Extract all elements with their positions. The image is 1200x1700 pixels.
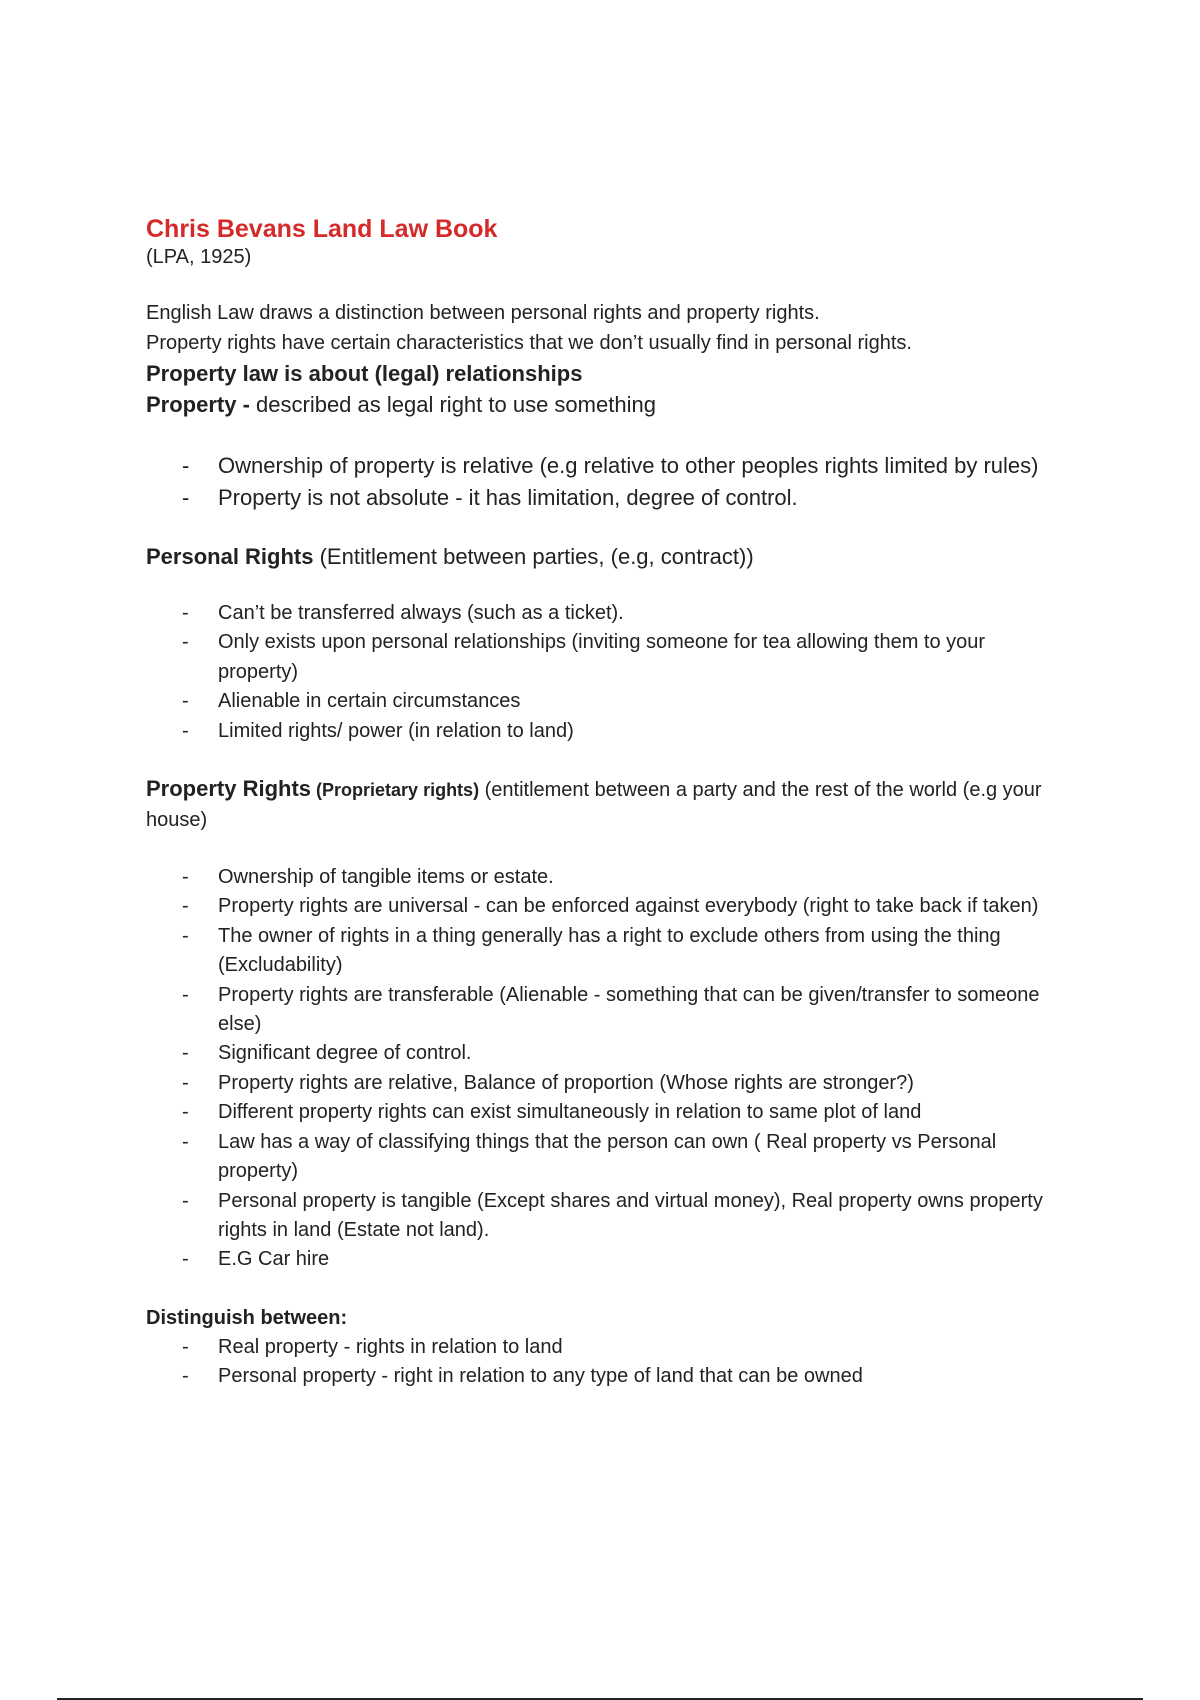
list-item: - Personal property - right in relation to any type of land that can be owned (218, 1362, 1066, 1391)
list-item: - Law has a way of classifying things that the person can own ( Real property vs Personal property) (218, 1128, 1066, 1187)
property-term: Property - (146, 392, 257, 417)
list-item: - The owner of rights in a thing generally has a right to exclude others from using the thing (Excludability) (218, 922, 1066, 981)
list-item: - Ownership of property is relative (e.g relative to other peoples rights limited by rules) (218, 450, 1066, 482)
personal-rights-list (146, 599, 1066, 746)
property-points-list (146, 450, 1066, 514)
property-rights-sub: (Proprietary rights) (311, 780, 480, 801)
list-item: - Property rights are relative, Balance of proportion (Whose rights are stronger?) (218, 1069, 1066, 1098)
list-item: - Only exists upon personal relationships (inviting someone for tea allowing them to your property) (218, 628, 1066, 687)
personal-rights-desc: (Entitlement between parties, (e.g, contract)) (313, 544, 754, 569)
list-item: - Ownership of tangible items or estate. (218, 863, 1066, 892)
intro-line-2: Property rights have certain characteristics that we don’t usually find in personal rights. (146, 332, 912, 354)
distinguish-heading: Distinguish between: (146, 1306, 348, 1329)
list-item: - Different property rights can exist simultaneously in relation to same plot of land (218, 1098, 1066, 1127)
document-page (146, 214, 1066, 1392)
property-rights-term: Property Rights (146, 776, 312, 802)
personal-rights-term: Personal Rights (146, 544, 314, 569)
list-item: - Can’t be transferred always (such as a ticket). (218, 599, 1066, 628)
property-definition (146, 389, 1066, 420)
document-title: Chris Bevans Land Law Book (146, 215, 498, 243)
list-item: - Limited rights/ power (in relation to land) (218, 717, 1066, 746)
document-subtitle: (LPA, 1925) (146, 246, 252, 268)
property-rights-heading (146, 774, 1066, 835)
list-item: - Significant degree of control. (218, 1039, 1066, 1068)
list-item: - Real property - rights in relation to land (218, 1333, 1066, 1362)
property-law-heading: Property law is about (legal) relationships (146, 361, 583, 386)
list-item: - Personal property is tangible (Except shares and virtual money), Real property owns property rights in land (Estate not land). (218, 1187, 1066, 1246)
list-item: - Property rights are transferable (Alienable - something that can be given/transfer to someone else) (218, 981, 1066, 1040)
property-definition-text: described as legal right to use something (256, 392, 656, 417)
property-rights-list (146, 863, 1066, 1275)
property-rights-desc: (entitlement between a party and the rest of the world (e.g your house) (146, 779, 1042, 832)
list-item: - E.G Car hire (218, 1245, 1066, 1274)
list-item: - Property rights are universal - can be enforced against everybody (right to take back if taken) (218, 892, 1066, 921)
list-item: - Property is not absolute - it has limitation, degree of control. (218, 482, 1066, 514)
intro-line-1: English Law draws a distinction between personal rights and property rights. (146, 302, 820, 324)
personal-rights-heading (146, 541, 1066, 572)
distinguish-list (146, 1333, 1066, 1392)
list-item: - Alienable in certain circumstances (218, 687, 1066, 716)
